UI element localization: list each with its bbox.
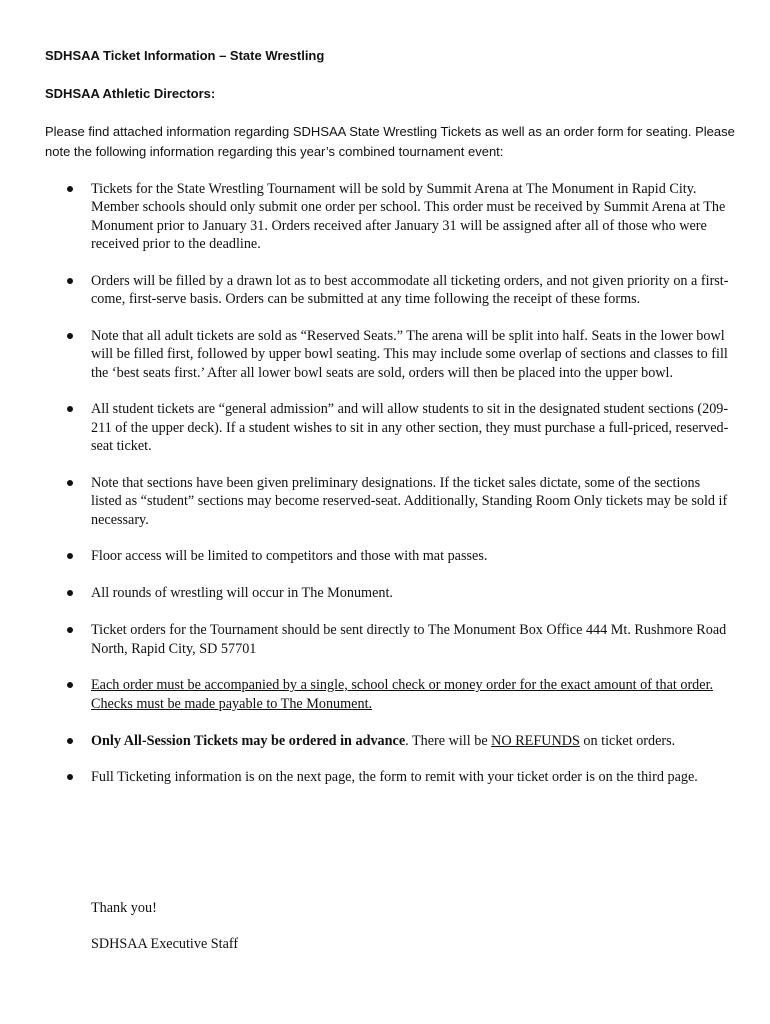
list-item-text: Ticket orders for the Tournament should be sent directly to The Monument Box Office 444 Mt. Rushmore Road North, Rapid City, SD 57701 (91, 622, 727, 657)
bullet-icon (67, 682, 73, 688)
intro-paragraph: Please find attached information regarding SDHSAA State Wrestling Tickets as well as an order form for seating. Please note the following information regarding this year’s combined tournament event: (45, 124, 735, 159)
list-item (0, 732, 770, 750)
list-item (0, 272, 770, 309)
advance-order-notice: Only All-Session Tickets may be ordered in advance (91, 732, 406, 749)
list-item-text: Floor access will be limited to competitors and those with mat passes. (91, 548, 488, 565)
signature: SDHSAA Executive Staff (91, 936, 239, 952)
list-item-text: Orders will be filled by a drawn lot as to best accommodate all ticketing orders, and not given priority on a first-come, first-serve basis. Orders can be submitted at any time following the receipt of these forms. (91, 272, 729, 308)
list-item-text: Tickets for the State Wrestling Tournament will be sold by Summit Arena at The Monument in Rapid City. Member schools should only submit one order per school. This order must be received by Summit Arena at The Monument prior to January 31. Orders received after January 31 will be assigned after all of those who were received prior to the deadline. (91, 181, 726, 252)
list-item (0, 676, 770, 713)
closing-thanks: Thank you! (91, 900, 157, 916)
advance-order-end: on ticket orders. (579, 732, 676, 749)
bullet-icon (67, 406, 73, 412)
bullet-icon (67, 774, 73, 780)
bullet-icon (67, 333, 73, 339)
list-item-text: Full Ticketing information is on the next page, the form to remit with your ticket order is on the third page. (91, 769, 698, 786)
list-item-text: All rounds of wrestling will occur in The Monument. (91, 585, 393, 602)
list-item-text: Note that sections have been given preliminary designations. If the ticket sales dictate, some of the sections listed as “student” sections may become reserved-seat. Additionally, Standing Room Only tickets may be sold if necessary. (91, 474, 728, 528)
bullet-icon (67, 553, 73, 559)
ticket-info-list (0, 180, 770, 805)
list-item-text: Each order must be accompanied by a single, school check or money order for the exact amount of that order. Checks must be made payable to The Monument. (91, 677, 714, 712)
bullet-icon (67, 627, 73, 633)
advance-order-text: . There will be (405, 732, 492, 749)
no-refunds-text: NO REFUNDS (491, 732, 580, 749)
list-item (0, 547, 770, 565)
bullet-icon (67, 480, 73, 486)
list-item (0, 400, 770, 455)
list-item-text: Note that all adult tickets are sold as “Reserved Seats.” The arena will be split into half. Seats in the lower bowl will be filled first, followed by upper bowl seating. This may include some overlap of sections and classes to fill the ‘best seats first.’ After all lower bowl seats are sold, orders will then be placed into the upper bowl. (91, 327, 728, 381)
salutation: SDHSAA Athletic Directors: (45, 86, 216, 101)
list-item (0, 327, 770, 382)
bullet-icon (67, 738, 73, 744)
document-title: SDHSAA Ticket Information – State Wrestling (45, 48, 325, 63)
bullet-icon (67, 278, 73, 284)
list-item (0, 584, 770, 602)
bullet-icon (67, 186, 73, 192)
bullet-icon (67, 590, 73, 596)
list-item (0, 180, 770, 253)
list-item (0, 621, 770, 658)
list-item (0, 768, 770, 786)
list-item (0, 474, 770, 529)
list-item-text: All student tickets are “general admission” and will allow students to sit in the designated student sections (209-211 of the upper deck). If a student wishes to sit in any other section, they must purchase a full-priced, reserved-seat ticket. (91, 401, 729, 455)
